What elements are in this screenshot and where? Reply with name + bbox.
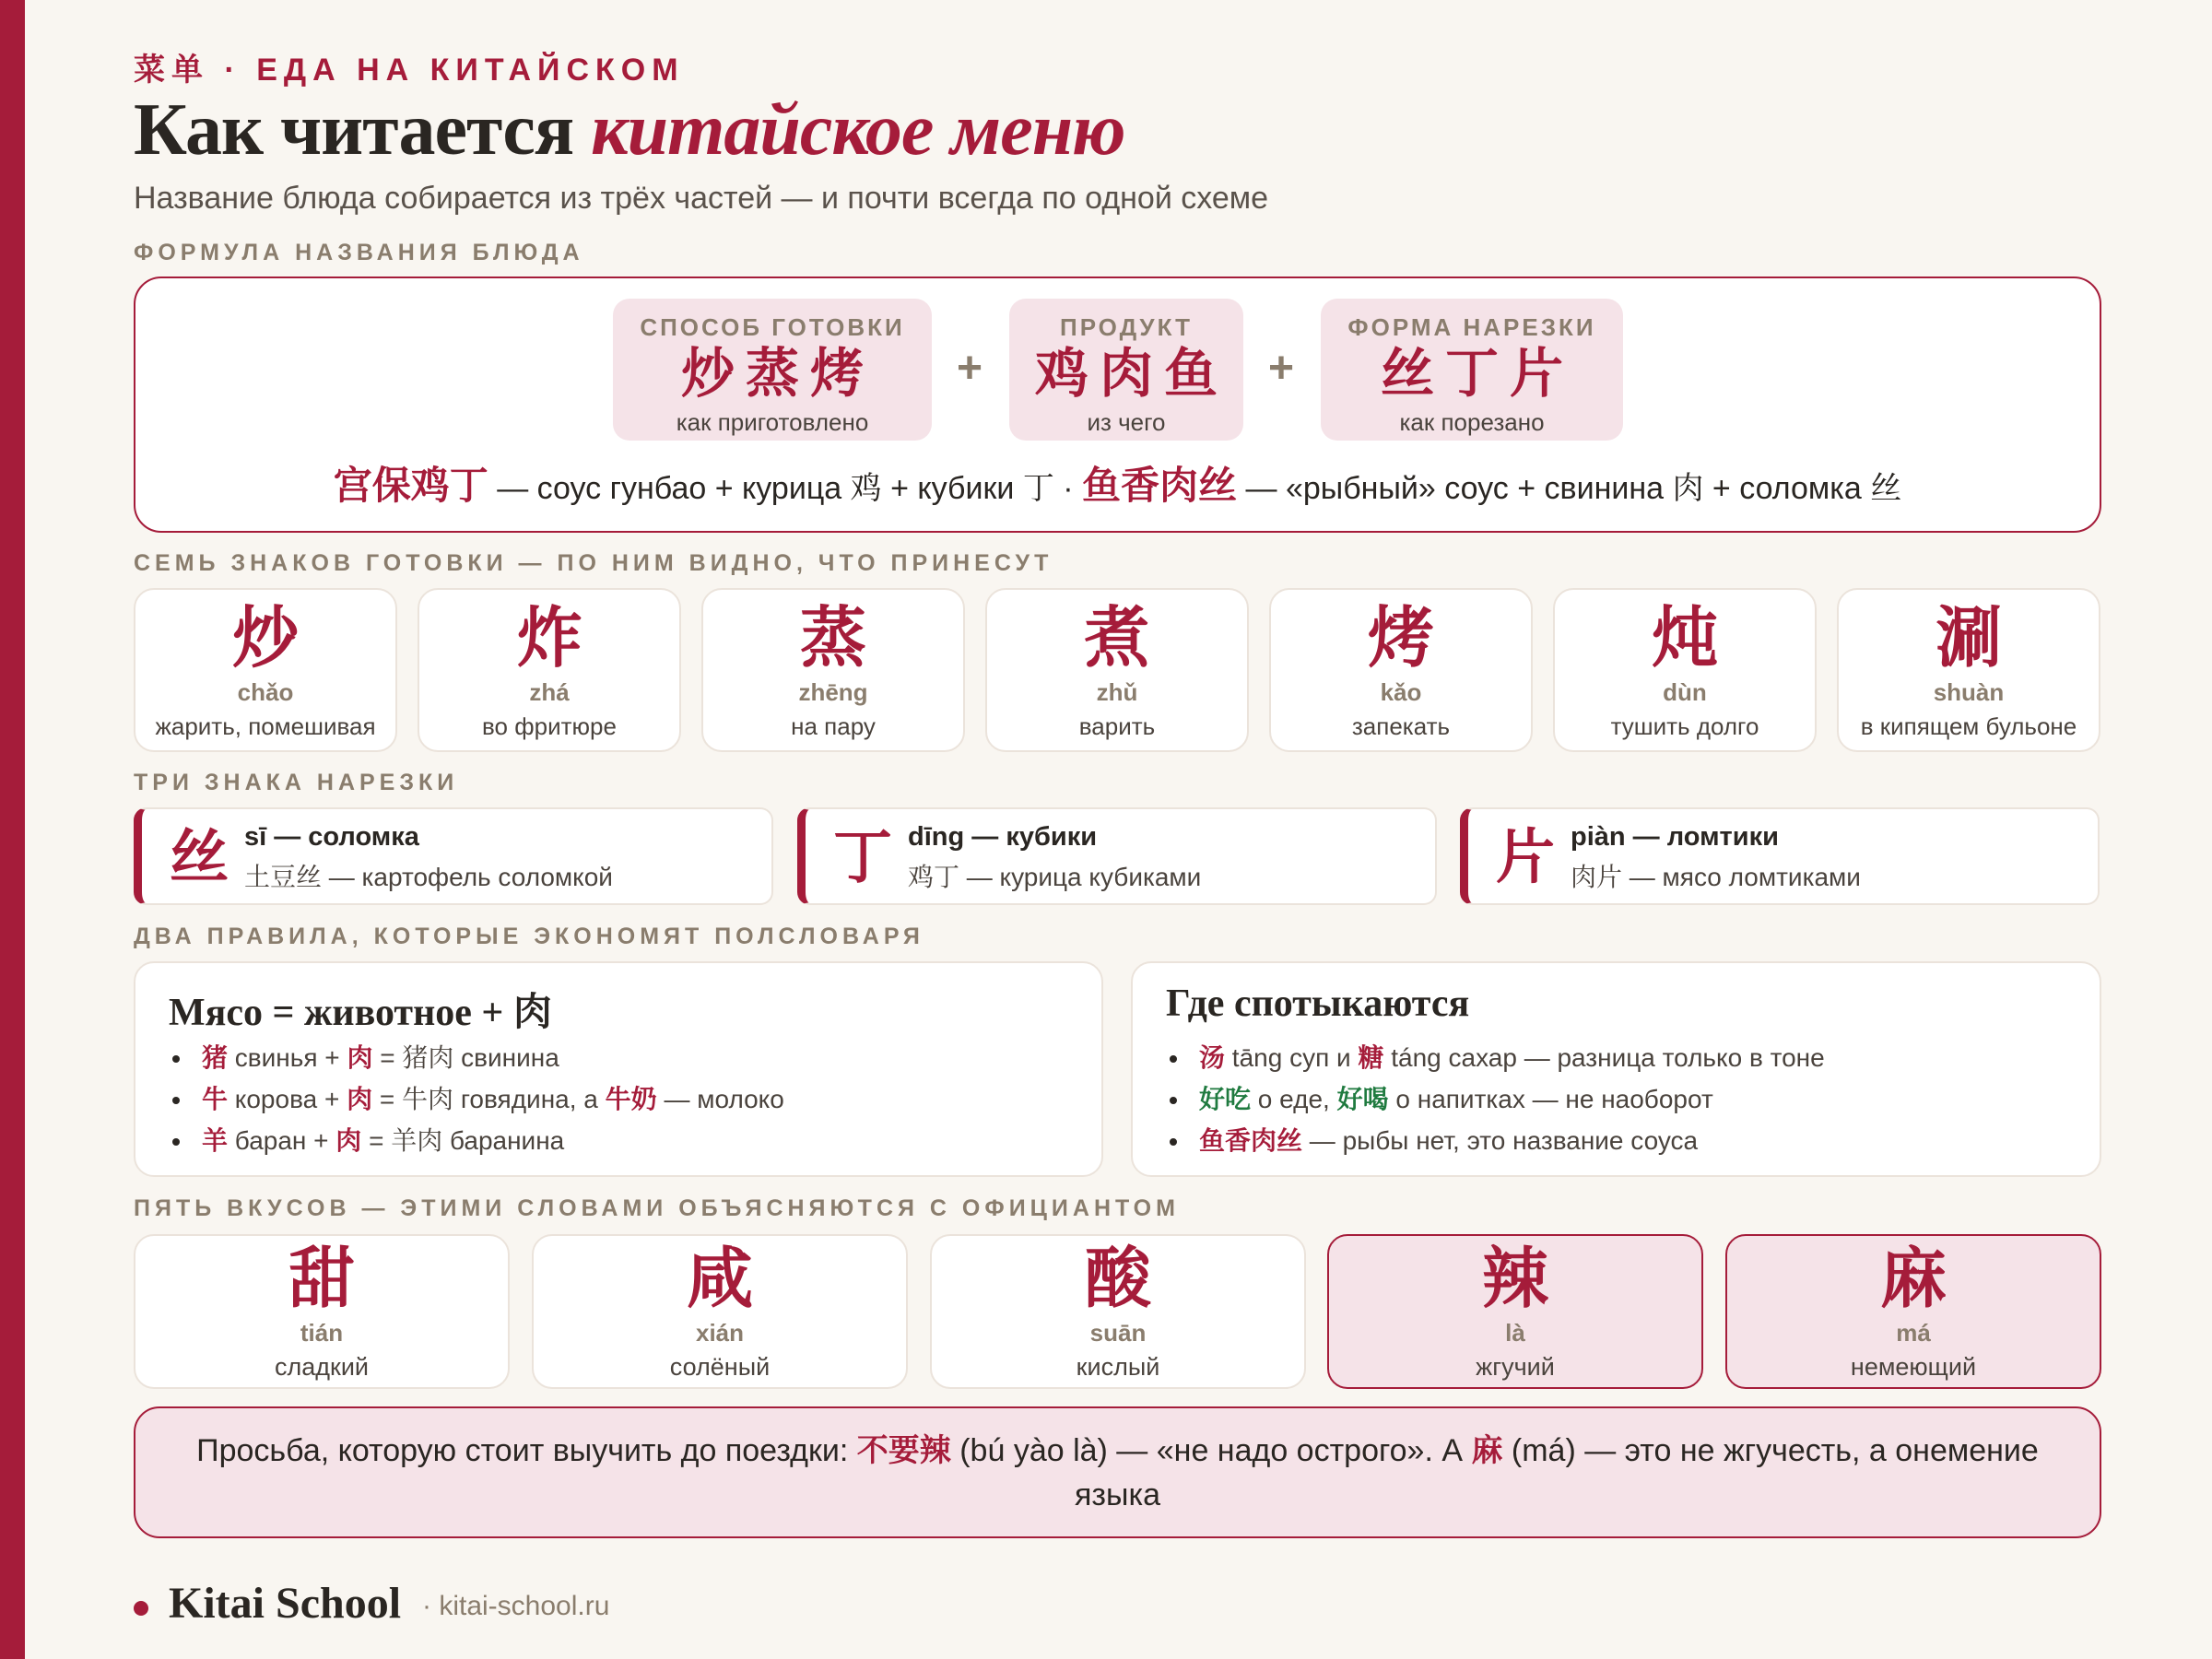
hanzi-highlight: 汤	[1199, 1043, 1226, 1072]
cooking-meaning: варить	[1078, 712, 1156, 740]
taste-pinyin: xián	[695, 1319, 745, 1347]
cooking-section-label: СЕМЬ ЗНАКОВ ГОТОВКИ — ПО НИМ ВИДНО, ЧТО ПРИНЕСУТ	[134, 550, 1053, 576]
example-dish-explanation: — «рыбный» соус + свинина 肉 + соломка 丝	[1237, 471, 1902, 506]
hanzi-highlight: 鱼香肉丝	[1199, 1126, 1303, 1155]
hanzi-highlight: 好喝	[1336, 1085, 1389, 1113]
cooking-card	[1553, 588, 1817, 752]
formula-part-label: ПРОДУКТ	[1060, 313, 1193, 341]
list-text: táng сахар — разница только в тоне	[1383, 1043, 1825, 1072]
cooking-meaning: запекать	[1351, 712, 1451, 740]
formula-section-label: ФОРМУЛА НАЗВАНИЯ БЛЮДА	[134, 240, 584, 265]
formula-part-label: СПОСОБ ГОТОВКИ	[640, 313, 905, 341]
list-text: — молоко	[656, 1085, 784, 1113]
taste-meaning: жгучий	[1476, 1353, 1555, 1381]
formula-part-hanzi: 鸡肉鱼	[1034, 344, 1229, 404]
list-text: о еде,	[1251, 1085, 1337, 1113]
taste-pinyin: má	[1896, 1319, 1931, 1347]
cooking-pinyin: shuàn	[1933, 678, 2005, 706]
cooking-meaning: в кипящем бульоне	[1860, 712, 2077, 740]
formula-plus: +	[957, 344, 983, 393]
cut-card	[1460, 807, 2100, 905]
cut-example: 土豆丝 — картофель соломкой	[244, 863, 613, 891]
cooking-hanzi: 炒	[231, 602, 299, 676]
cooking-pinyin: chǎo	[237, 678, 294, 706]
cooking-meaning: во фритюре	[482, 712, 617, 740]
formula-part-cut	[1321, 299, 1623, 441]
meat-rule-title: Мясо = животное + 肉	[169, 992, 552, 1034]
taste-hanzi: 辣	[1481, 1242, 1548, 1316]
list-text: свинья +	[228, 1043, 347, 1072]
example-dish-explanation: — соус гунбао + курица 鸡 + кубики 丁	[488, 471, 1054, 506]
cooking-pinyin: dùn	[1663, 678, 1707, 706]
title-plain: Как читается	[134, 89, 592, 171]
example-separator: ·	[1053, 471, 1083, 506]
hanzi-highlight: 牛	[202, 1085, 229, 1113]
list-text: корова +	[228, 1085, 347, 1113]
cooking-pinyin: zhá	[529, 678, 570, 706]
taste-pinyin: là	[1505, 1319, 1525, 1347]
travel-tip-note	[134, 1406, 2101, 1538]
cooking-hanzi: 烤	[1367, 602, 1434, 676]
note-text: (má) — это не жгучесть, а онемение языка	[1075, 1433, 2039, 1512]
taste-card	[134, 1234, 510, 1389]
list-text: = 猪肉 свинина	[372, 1043, 559, 1072]
cut-title: piàn — ломтики	[1571, 822, 1779, 852]
note-text: Просьба, которую стоит выучить до поездки:	[196, 1433, 857, 1468]
note-text: (bú yào là) — «не надо острого». А	[950, 1433, 1472, 1468]
hanzi-highlight: 肉	[347, 1043, 373, 1072]
cooking-card	[985, 588, 1249, 752]
taste-meaning: солёный	[669, 1353, 771, 1381]
cooking-meaning: тушить долго	[1610, 712, 1759, 740]
cooking-meaning: жарить, помешивая	[155, 712, 376, 740]
taste-hanzi: 咸	[686, 1242, 753, 1316]
example-dish-hanzi: 宫保鸡丁	[333, 464, 488, 507]
cuts-section-label: ТРИ ЗНАКА НАРЕЗКИ	[134, 770, 459, 795]
cooking-card	[701, 588, 965, 752]
cooking-meaning: на пару	[791, 712, 876, 740]
cooking-hanzi: 涮	[1935, 602, 2002, 676]
cut-card	[134, 807, 773, 905]
hanzi-highlight: 羊	[202, 1126, 229, 1155]
taste-card	[532, 1234, 908, 1389]
page-subtitle: Название блюда собирается из трёх частей — и почти всегда по одной схеме	[134, 181, 1269, 216]
cut-example: 鸡丁 — курица кубиками	[908, 863, 1202, 891]
list-text: баран +	[228, 1126, 336, 1155]
cooking-card	[418, 588, 681, 752]
list-text: tāng суп и	[1225, 1043, 1359, 1072]
footer-brand: Kitai School	[169, 1579, 402, 1628]
title-accent: китайское меню	[591, 89, 1125, 171]
formula-plus: +	[1268, 344, 1295, 393]
example-dish-hanzi: 鱼香肉丝	[1082, 464, 1238, 507]
hanzi-highlight: 肉	[347, 1085, 373, 1113]
list-item	[169, 1120, 784, 1161]
taste-hanzi: 麻	[1879, 1242, 1947, 1316]
taste-pinyin: tián	[300, 1319, 344, 1347]
list-item	[1166, 1037, 1825, 1078]
formula-part-desc: как порезано	[1399, 408, 1545, 436]
cut-example: 肉片 — мясо ломтиками	[1571, 863, 1861, 891]
hanzi-highlight: 糖	[1358, 1043, 1384, 1072]
list-item	[169, 1078, 784, 1120]
formula-part-desc: как приготовлено	[676, 408, 869, 436]
cooking-pinyin: kǎo	[1380, 678, 1422, 706]
formula-examples	[135, 455, 2100, 511]
pitfalls-card	[1131, 961, 2101, 1177]
taste-card-highlighted	[1725, 1234, 2101, 1389]
hanzi-highlight: 不要辣	[856, 1433, 951, 1468]
cut-title: sī — соломка	[244, 822, 419, 852]
list-text: о напитках — не наоборот	[1388, 1085, 1713, 1113]
hanzi-highlight: 好吃	[1199, 1085, 1252, 1113]
cooking-hanzi: 煮	[1083, 602, 1150, 676]
taste-card-highlighted	[1327, 1234, 1703, 1389]
meat-rule-list	[169, 1037, 784, 1161]
cooking-pinyin: zhǔ	[1096, 678, 1138, 706]
formula-panel	[134, 276, 2101, 533]
list-item	[169, 1037, 784, 1078]
cooking-card	[134, 588, 397, 752]
cooking-hanzi: 炖	[1651, 602, 1718, 676]
formula-part-desc: из чего	[1087, 408, 1166, 436]
cut-title: dīng — кубики	[908, 822, 1098, 852]
taste-pinyin: suān	[1089, 1319, 1147, 1347]
hanzi-highlight: 麻	[1471, 1433, 1503, 1468]
cooking-pinyin: zhēng	[798, 678, 868, 706]
cut-hanzi: 丝	[170, 824, 229, 890]
cut-hanzi: 片	[1496, 824, 1555, 890]
hanzi-highlight: 肉	[335, 1126, 362, 1155]
header-kicker: 菜单 · ЕДА НА КИТАЙСКОМ	[134, 53, 685, 88]
pitfalls-list	[1166, 1037, 1825, 1161]
taste-meaning: кислый	[1076, 1353, 1160, 1381]
taste-meaning: сладкий	[274, 1353, 369, 1381]
pitfalls-title: Где спотыкаются	[1166, 982, 1470, 1025]
cooking-hanzi: 炸	[515, 602, 582, 676]
page-title	[134, 88, 1125, 172]
list-item	[1166, 1078, 1825, 1120]
formula-part-product	[1009, 299, 1243, 441]
taste-meaning: немеющий	[1850, 1353, 1977, 1381]
list-text: — рыбы нет, это название соуса	[1302, 1126, 1699, 1155]
hanzi-highlight: 猪	[202, 1043, 229, 1072]
hanzi-highlight: 牛奶	[605, 1085, 657, 1113]
formula-part-label: ФОРМА НАРЕЗКИ	[1347, 313, 1596, 341]
taste-hanzi: 酸	[1084, 1242, 1151, 1316]
list-text: = 牛肉 говядина, а	[372, 1085, 606, 1113]
meat-rule-card	[134, 961, 1103, 1177]
left-accent-bar	[0, 0, 25, 1659]
formula-part-method	[613, 299, 932, 441]
cooking-card	[1269, 588, 1533, 752]
list-text: = 羊肉 баранина	[361, 1126, 565, 1155]
brand-dot-icon	[134, 1601, 148, 1616]
cut-hanzi: 丁	[833, 824, 892, 890]
list-item	[1166, 1120, 1825, 1161]
formula-part-hanzi: 丝丁片	[1380, 344, 1574, 404]
footer-url[interactable]: · kitai-school.ru	[422, 1591, 610, 1621]
rules-section-label: ДВА ПРАВИЛА, КОТОРЫЕ ЭКОНОМЯТ ПОЛСЛОВАРЯ	[134, 924, 924, 949]
formula-part-hanzi: 炒蒸烤	[680, 344, 875, 404]
cooking-card	[1837, 588, 2100, 752]
taste-hanzi: 甜	[288, 1242, 355, 1316]
taste-card	[930, 1234, 1306, 1389]
cut-card	[797, 807, 1437, 905]
cooking-hanzi: 蒸	[799, 602, 866, 676]
tastes-section-label: ПЯТЬ ВКУСОВ — ЭТИМИ СЛОВАМИ ОБЪЯСНЯЮТСЯ С ОФИЦИАНТОМ	[134, 1195, 1180, 1221]
